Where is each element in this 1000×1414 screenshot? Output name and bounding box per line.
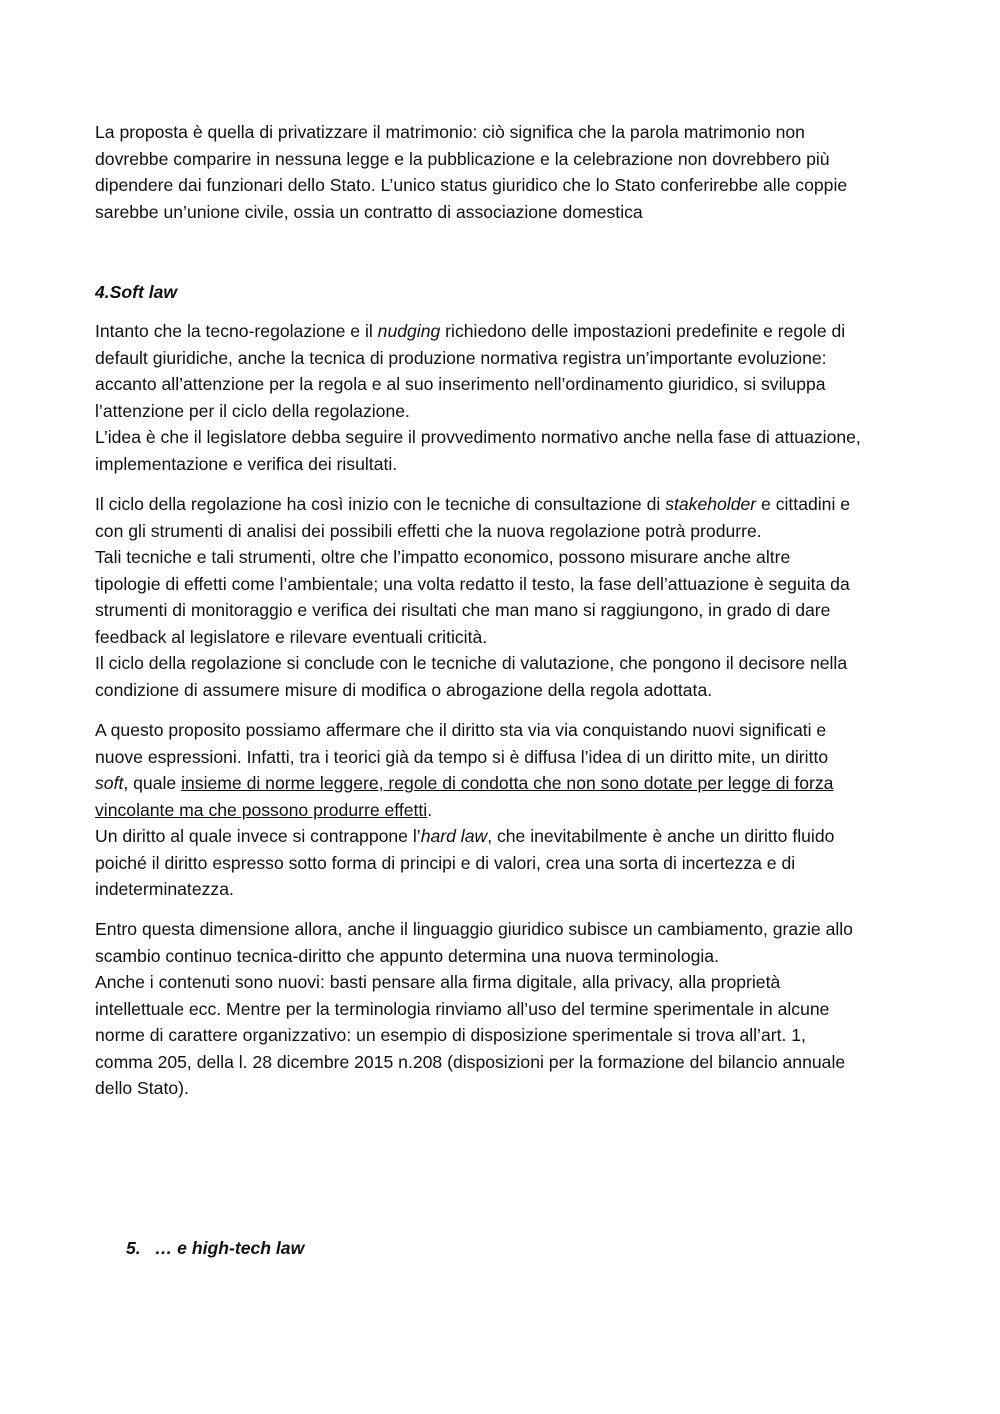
text-line: feedback al legislatore e rilevare eventuali criticità.	[95, 626, 488, 647]
text-line	[95, 823, 907, 850]
italic-term-stakeholder: stakeholder	[665, 494, 757, 514]
section-number: 5.	[126, 1238, 141, 1258]
text-line: Tali tecniche e tali strumenti, oltre che l’impatto economico, possono misurare anche altre	[95, 547, 791, 567]
paragraph-regulation-cycle-intro	[95, 318, 907, 477]
text-line: norme di carattere organizzativo: un esempio di disposizione sperimentale si trova all’art. 1,	[95, 1025, 806, 1045]
text-line: poiché il diritto espresso sotto forma di principi e di valori, crea una sorta di incertezza e di	[95, 852, 796, 873]
text-line: scambio continuo tecnica-diritto che appunto determina una nuova terminologia.	[95, 945, 719, 966]
text-line: implementazione e verifica dei risultati.	[95, 453, 398, 474]
text-run: Intanto che la tecno-regolazione e il	[95, 321, 378, 341]
paragraph-soft-law-definition	[95, 717, 907, 903]
underlined-definition: insieme di norme leggere, regole di condotta che non sono dotate per legge di forza	[181, 773, 834, 793]
text-line: intellettuale ecc. Mentre per la terminologia rinviamo all’uso del termine sperimentale in alcune	[95, 998, 830, 1019]
text-line: dello Stato).	[95, 1078, 189, 1098]
section-title: … e high-tech law	[154, 1238, 305, 1258]
text-line: accanto all’attenzione per la regola e al suo inserimento nell’ordinamento giuridico, si sviluppa	[95, 374, 826, 394]
italic-term-nudging: nudging	[377, 321, 441, 341]
text-run: richiedono delle impostazioni predefinite e regole di	[440, 321, 846, 341]
italic-term-soft: soft	[95, 773, 124, 793]
text-line	[95, 318, 907, 345]
text-line: comma 205, della l. 28 dicembre 2015 n.208 (disposizioni per la formazione del bilancio annuale	[95, 1051, 846, 1072]
text-run: e cittadini e	[756, 494, 851, 514]
text-line: con gli strumenti di analisi dei possibili effetti che la nuova regolazione potrà produrre.	[95, 520, 762, 541]
section-5-heading	[126, 1235, 938, 1262]
text-line	[95, 491, 907, 518]
text-line: Entro questa dimensione allora, anche il linguaggio giuridico subisce un cambiamento, grazie allo	[95, 919, 853, 939]
text-line: tipologie di effetti come l’ambientale; una volta redatto il testo, la fase dell’attuazione è seguita da	[95, 573, 850, 594]
text-run: , quale	[123, 773, 182, 793]
italic-term-hard-law: hard law	[420, 826, 488, 846]
text-line: l’attenzione per il ciclo della regolazione.	[95, 400, 410, 421]
paragraph-regulation-cycle-tools	[95, 491, 907, 703]
text-line: A questo proposito possiamo affermare che il diritto sta via via conquistando nuovi significati e	[95, 720, 827, 740]
text-line: condizione di assumere misure di modifica o abrogazione della regola adottata.	[95, 679, 713, 700]
underlined-definition: vincolante ma che possono produrre effetti	[95, 799, 428, 820]
text-line: dovrebbe comparire in nessuna legge e la pubblicazione e la celebrazione non dovrebbero più	[95, 148, 830, 169]
paragraph-privatize-marriage	[95, 119, 907, 225]
text-line: strumenti di monitoraggio e verifica dei risultati che man mano si raggiungono, in grado di dare	[95, 600, 831, 620]
text-run: Il ciclo della regolazione ha così inizio con le tecniche di consultazione di	[95, 494, 666, 514]
section-4-heading: 4.Soft law	[95, 282, 178, 302]
text-line	[95, 797, 907, 824]
text-line: indeterminatezza.	[95, 879, 234, 899]
text-line: dipendere dai funzionari dello Stato. L’unico status giuridico che lo Stato conferirebbe alle coppie	[95, 175, 848, 195]
text-line: sarebbe un’unione civile, ossia un contratto di associazione domestica	[95, 201, 643, 222]
text-run: Un diritto al quale invece si contrappone l’	[95, 826, 421, 846]
text-line: La proposta è quella di privatizzare il matrimonio: ciò significa che la parola matrimonio non	[95, 122, 805, 142]
paragraph-legal-language	[95, 916, 907, 1102]
text-run: .	[427, 799, 433, 820]
text-line: Anche i contenuti sono nuovi: basti pensare alla firma digitale, alla privacy, alla proprietà	[95, 972, 781, 992]
text-line	[95, 770, 907, 797]
text-line: nuove espressioni. Infatti, tra i teorici già da tempo si è diffusa l’idea di un diritto mite, un diritto	[95, 746, 829, 767]
text-line: default giuridiche, anche la tecnica di produzione normativa registra un’importante evoluzione:	[95, 347, 827, 368]
text-line: L’idea è che il legislatore debba seguire il provvedimento normativo anche nella fase di attuazione,	[95, 427, 861, 447]
text-line: Il ciclo della regolazione si conclude con le tecniche di valutazione, che pongono il decisore nella	[95, 653, 848, 673]
text-run: , che inevitabilmente è anche un diritto fluido	[487, 826, 835, 846]
